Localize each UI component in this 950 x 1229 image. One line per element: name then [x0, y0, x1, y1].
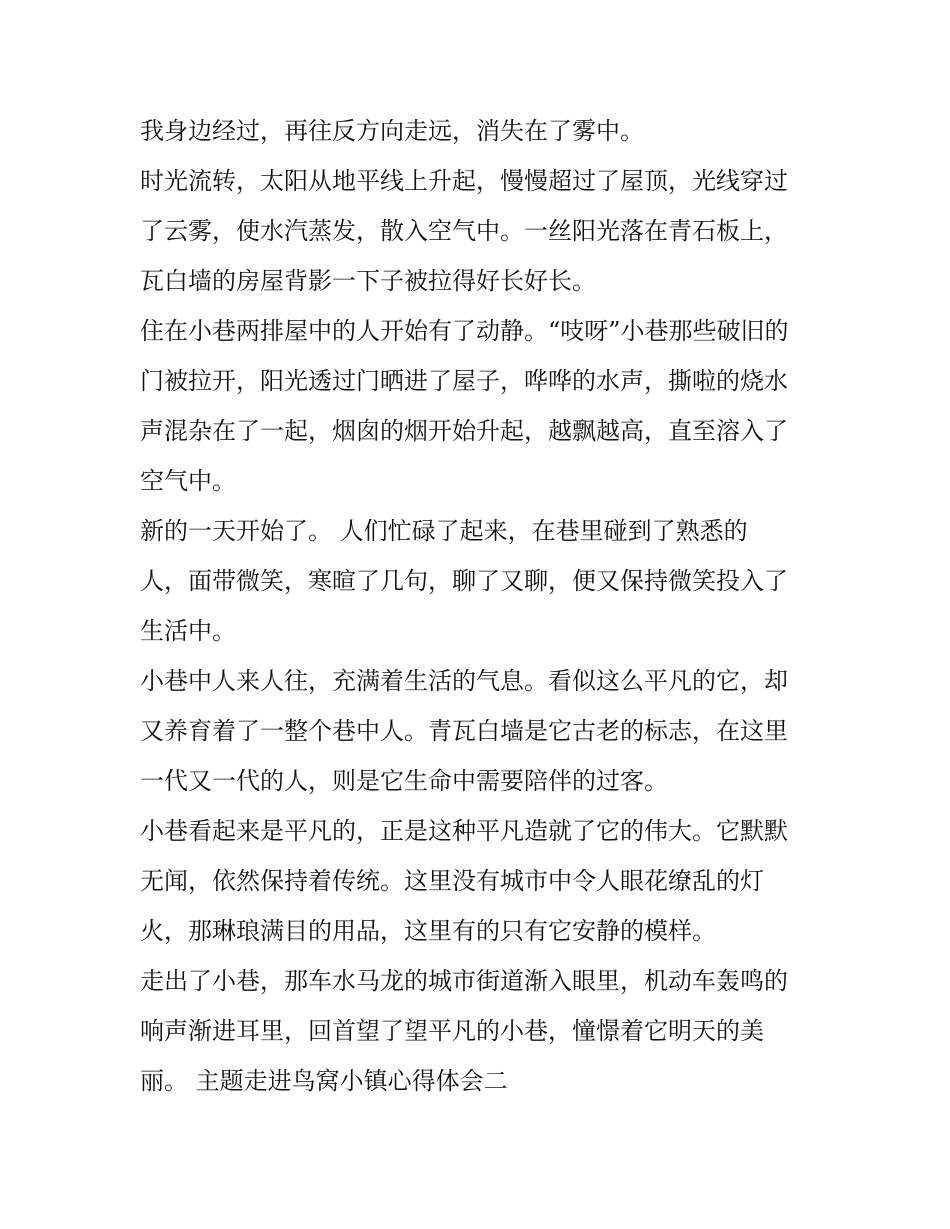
- document-body: [140, 106, 820, 1106]
- text-line: 丽。 主题走进鸟窝小镇心得体会二: [140, 1067, 508, 1095]
- text-line: 人，面带微笑，寒暄了几句，聊了又聊，便又保持微笑投入了: [140, 567, 788, 595]
- text-line: 又养育着了一整个巷中人。青瓦白墙是它古老的标志，在这里: [140, 717, 788, 745]
- text-line: 小巷看起来是平凡的，正是这种平凡造就了它的伟大。它默默: [140, 817, 788, 845]
- text-line: 门被拉开，阳光透过门晒进了屋子，哗哗的水声，撕啦的烧水: [140, 367, 788, 395]
- text-line: 无闻，依然保持着传统。这里没有城市中令人眼花缭乱的灯: [140, 867, 764, 895]
- text-line: 声混杂在了一起，烟囱的烟开始升起，越飘越高，直至溶入了: [140, 417, 788, 445]
- text-line: 一代又一代的人，则是它生命中需要陪伴的过客。: [140, 767, 668, 795]
- text-line: 走出了小巷，那车水马龙的城市街道渐入眼里，机动车轰鸣的: [140, 967, 788, 995]
- text-line: 瓦白墙的房屋背影一下子被拉得好长好长。: [140, 267, 596, 295]
- text-line: 空气中。: [140, 467, 236, 495]
- text-line: 时光流转，太阳从地平线上升起，慢慢超过了屋顶，光线穿过: [140, 167, 788, 195]
- text-line: 我身边经过，再往反方向走远，消失在了雾中。: [140, 117, 644, 145]
- text-line: 生活中。: [140, 617, 236, 645]
- text-line: 了云雾，使水汽蒸发，散入空气中。一丝阳光落在青石板上，: [140, 217, 788, 245]
- text-line: 新的一天开始了。 人们忙碌了起来，在巷里碰到了熟悉的: [140, 517, 748, 545]
- text-line: 响声渐进耳里，回首望了望平凡的小巷，憧憬着它明天的美: [140, 1017, 764, 1045]
- text-line: 住在小巷两排屋中的人开始有了动静。“吱呀”小巷那些破旧的: [140, 317, 789, 345]
- text-line: 小巷中人来人往，充满着生活的气息。看似这么平凡的它，却: [140, 667, 788, 695]
- text-line: 火，那琳琅满目的用品，这里有的只有它安静的模样。: [140, 917, 716, 945]
